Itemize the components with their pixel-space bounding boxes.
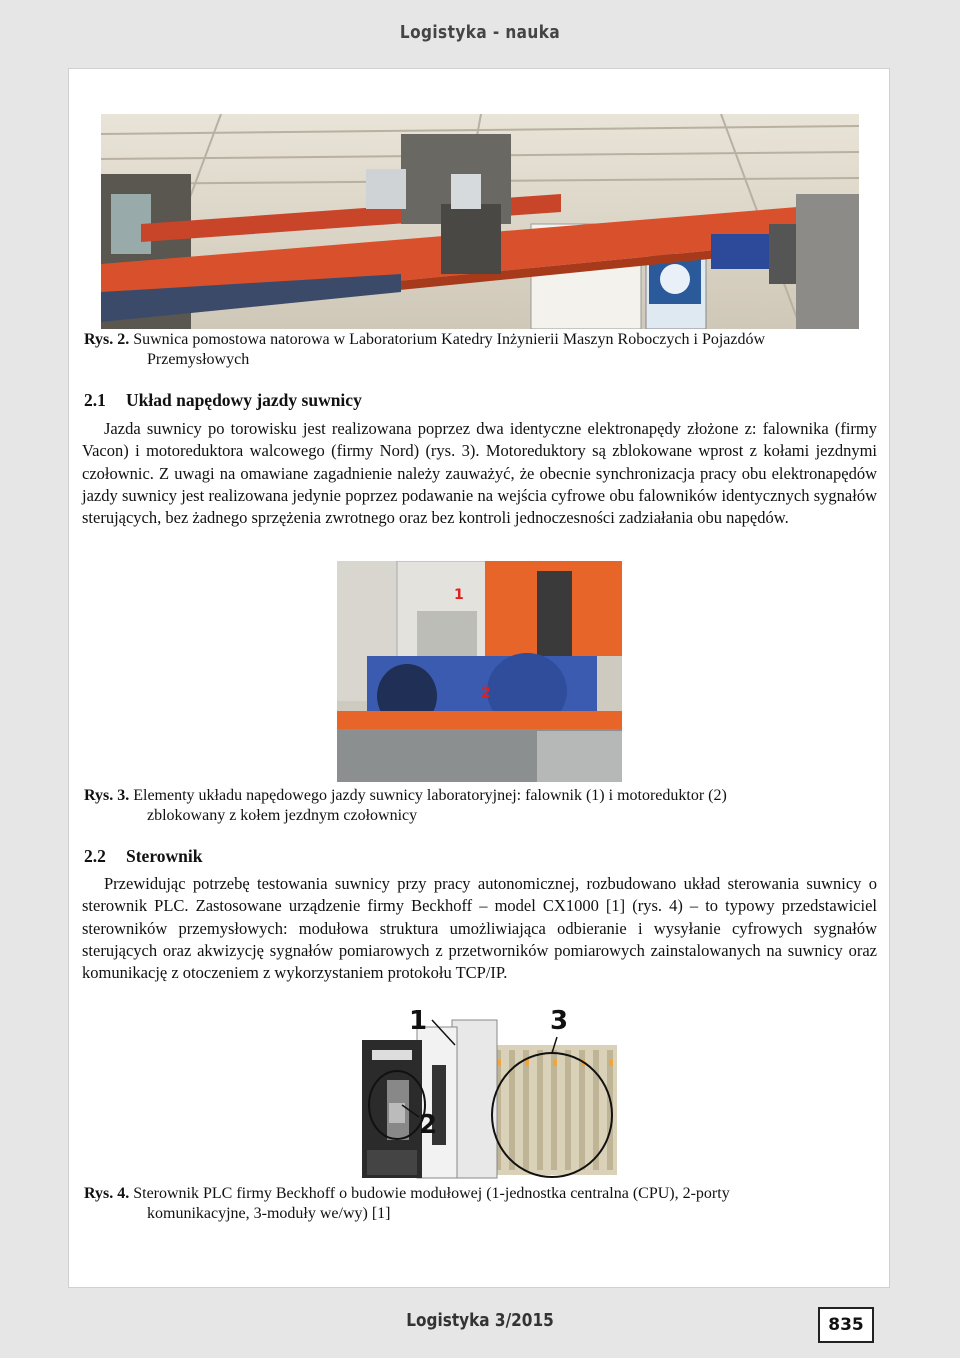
section-2-1-text: Jazda suwnicy po torowisku jest realizowana poprzez dwa identyczne elektronapędy złożone z: falownika (firmy Vacon) i motoreduktora walcowego (firmy Nord) (rys. 3). Motoreduktory są zblokowane wprost z kołami jezdnymi czołownic. Z uwagi na omawiane zagadnienie należy zauważyć, że obecnie synchronizacja pracy obu elektronapędów jazdy suwnicy jest realizowana jedynie poprzez podawanie na wejścia cyfrowe obu falowników identycznych sygnałów sterujących, bez żadnego sprzężenia zwrotnego oraz bez kontroli jednoczesności zadziałania obu napędów. [82,419,877,528]
figure-3-photo [337,561,622,782]
section-2-2-paragraph [82,873,877,984]
figure-3-caption-text-2: zblokowany z kołem jezdnym czołownicy [147,807,418,824]
page-number: 835 [818,1307,874,1343]
figure-4-caption-text: Sterownik PLC firmy Beckhoff o budowie modułowej (1-jednostka centralna (CPU), 2-porty [133,1185,730,1202]
figure-2-photo [101,114,859,329]
figure-2-caption-label: Rys. 2. [84,331,130,348]
journal-header: Logistyka - nauka [399,22,561,43]
figure-4-photo [357,1005,617,1182]
section-2-2-heading [84,846,203,867]
figure-4-label-1: 1 [409,1006,428,1036]
figure-4-caption [84,1184,874,1224]
section-2-2-title: Sterownik [126,846,203,866]
section-2-2-text: Przewidując potrzebę testowania suwnicy przy pracy autonomicznej, rozbudowano układ sterowania suwnicy o sterownik PLC. Zastosowane urządzenie firmy Beckhoff – model CX1000 [1] (rys. 4) – to typowy przedstawiciel sterowników przemysłowych: modułowa struktura umożliwiająca odbieranie i wysyłanie cyfrowych sygnałów sterujących oraz akwizycję sygnałów pomiarowych z przetworników pomiarowych zainstalowanych na suwnicy oraz komunikację z otoczeniem z wykorzystaniem protokołu TCP/IP. [82,874,877,983]
figure-3-caption [84,786,874,826]
section-2-1-title: Układ napędowy jazdy suwnicy [126,390,362,410]
section-2-2-number: 2.2 [84,846,106,866]
figure-3-marker-2: 2 [481,685,491,701]
figure-2-caption-text: Suwnica pomostowa natorowa w Laboratorium Katedry Inżynierii Maszyn Roboczych i Pojazdów [133,331,766,348]
figure-4-label-3: 3 [550,1006,569,1036]
figure-3-caption-text: Elementy układu napędowego jazdy suwnicy laboratoryjnej: falownik (1) i motoreduktor (2) [133,787,727,804]
section-2-1-heading [84,390,362,411]
figure-4-caption-text-2: komunikacyjne, 3-moduły we/wy) [1] [147,1205,391,1222]
figure-2-caption-text-2: Przemysłowych [147,351,250,368]
figure-4-caption-label: Rys. 4. [84,1185,130,1202]
figure-2-caption [84,330,874,370]
section-2-1-paragraph [82,418,877,529]
journal-footer: Logistyka 3/2015 [406,1310,554,1331]
figure-3-marker-1: 1 [454,587,464,603]
figure-3-caption-label: Rys. 3. [84,787,130,804]
section-2-1-number: 2.1 [84,390,106,410]
figure-4-label-2: 2 [419,1110,438,1140]
